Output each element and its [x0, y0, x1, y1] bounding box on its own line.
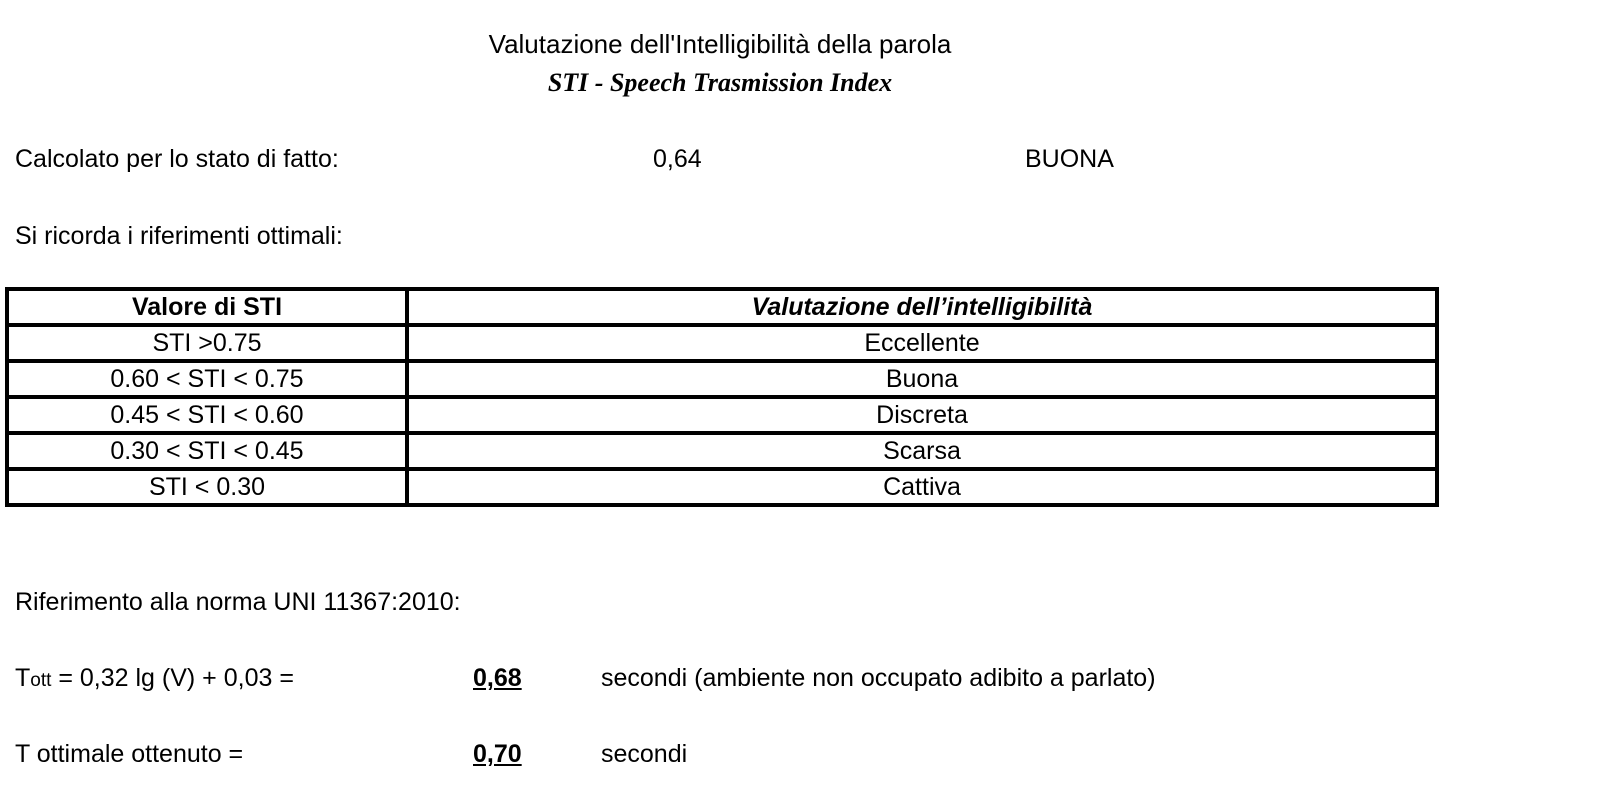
table-row: [7, 325, 1437, 361]
table-row: [7, 433, 1437, 469]
optimal-time-formula: [15, 666, 294, 691]
formula-t: T: [15, 664, 31, 692]
sti-range-cell: 0.45 < STI < 0.60: [7, 397, 407, 433]
evaluation-cell: Scarsa: [407, 433, 1437, 469]
sti-range-cell: 0.60 < STI < 0.75: [7, 361, 407, 397]
table-row: [7, 361, 1437, 397]
evaluation-cell: Cattiva: [407, 469, 1437, 505]
formula-unit: secondi (ambiente non occupato adibito a parlato): [601, 664, 1156, 692]
norm-reference: Riferimento alla norma UNI 11367:2010:: [15, 588, 461, 616]
column-header-evaluation: Valutazione dell’intelligibilità: [407, 289, 1437, 325]
evaluation-cell: Discreta: [407, 397, 1437, 433]
optimal-time-unit: secondi: [601, 740, 688, 768]
reference-intro: Si ricorda i riferimenti ottimali:: [15, 222, 343, 250]
evaluation-cell: Eccellente: [407, 325, 1437, 361]
calculated-rating: BUONA: [1025, 145, 1114, 173]
evaluation-cell: Buona: [407, 361, 1437, 397]
sti-reference-table: [5, 287, 1439, 507]
sti-range-cell: STI < 0.30: [7, 469, 407, 505]
sti-range-cell: STI >0.75: [7, 325, 407, 361]
calculated-label: Calcolato per lo stato di fatto:: [15, 145, 339, 173]
column-header-sti-value: Valore di STI: [7, 289, 407, 325]
formula-result: 0,68: [473, 664, 522, 692]
table-row: [7, 397, 1437, 433]
optimal-time-value: 0,70: [473, 740, 522, 768]
page-subtitle: STI - Speech Trasmission Index: [547, 68, 893, 97]
optimal-time-label: T ottimale ottenuto =: [15, 740, 244, 768]
formula-expression: = 0,32 lg (V) + 0,03 =: [51, 664, 294, 692]
calculated-sti-value: 0,64: [653, 145, 702, 173]
page-title: Valutazione dell'Intelligibilità della parola: [488, 29, 952, 59]
sti-range-cell: 0.30 < STI < 0.45: [7, 433, 407, 469]
table-row: [7, 469, 1437, 505]
table-header-row: [7, 289, 1437, 325]
formula-subscript: ott: [30, 670, 52, 691]
